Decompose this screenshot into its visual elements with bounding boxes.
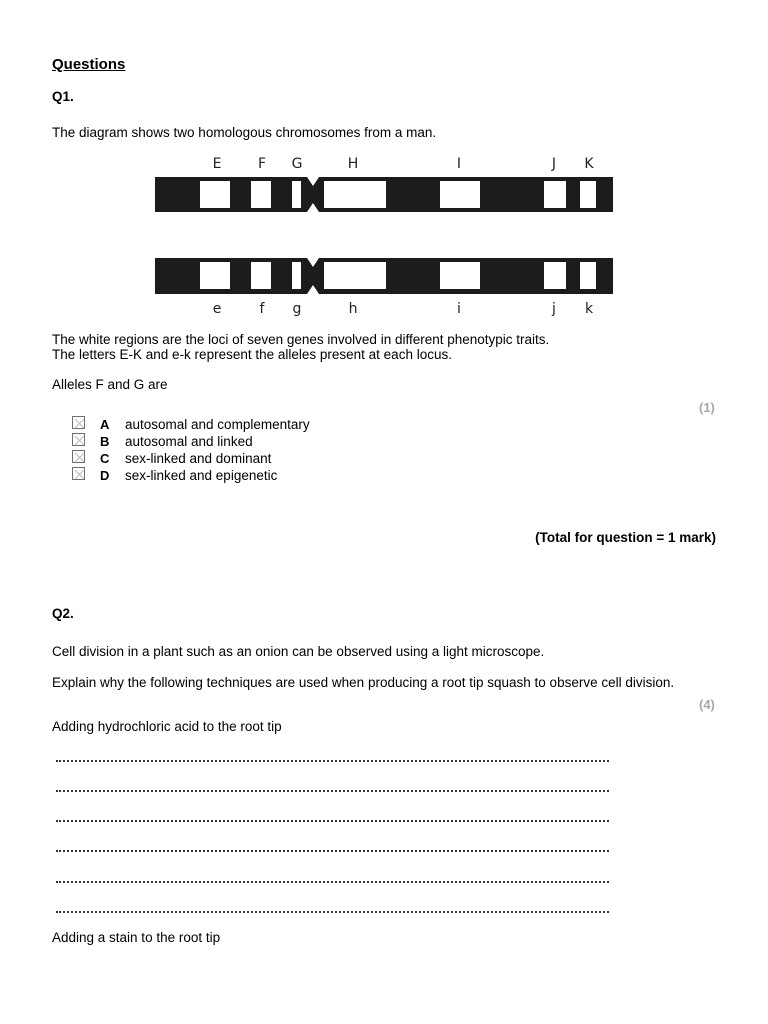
allele-label-k: k — [584, 301, 594, 317]
allele-label-j: j — [552, 301, 556, 317]
allele-label-F: F — [257, 156, 267, 172]
question-1-intro: The diagram shows two homologous chromosomes from a man. — [52, 125, 437, 140]
upper-chromosome — [155, 177, 613, 212]
allele-label-E: E — [212, 156, 222, 172]
checkbox-b[interactable] — [72, 433, 85, 446]
cross-icon — [73, 451, 86, 464]
question-1-description-line-2: The letters E-K and e-k represent the alleles present at each locus. — [52, 347, 452, 362]
question-2-line-1: Cell division in a plant such as an onion can be observed using a light microscope. — [52, 644, 545, 659]
cross-icon — [73, 434, 86, 447]
answer-line[interactable] — [56, 880, 609, 883]
option-text: autosomal and complementary — [125, 417, 310, 432]
checkbox-d[interactable] — [72, 467, 85, 480]
question-1-marks: (1) — [699, 400, 715, 415]
answer-line[interactable] — [56, 789, 609, 792]
allele-label-J: J — [551, 156, 557, 172]
allele-label-K: K — [584, 156, 594, 172]
allele-label-I: I — [456, 156, 462, 172]
question-1-prompt: Alleles F and G are — [52, 377, 168, 392]
part-2-label: Adding a stain to the root tip — [52, 930, 221, 945]
chromosome-diagram — [150, 150, 620, 322]
allele-label-i: i — [457, 301, 461, 317]
answer-line[interactable] — [56, 849, 609, 852]
cross-icon — [73, 417, 86, 430]
checkbox-a[interactable] — [72, 416, 85, 429]
allele-label-h: h — [348, 301, 358, 317]
checkbox-c[interactable] — [72, 450, 85, 463]
allele-label-G: G — [291, 156, 303, 172]
part-1-label: Adding hydrochloric acid to the root tip — [52, 719, 282, 734]
allele-label-f: f — [259, 301, 265, 317]
answer-line[interactable] — [56, 910, 609, 913]
cross-icon — [73, 468, 86, 481]
question-1-total: (Total for question = 1 mark) — [535, 530, 716, 545]
question-2-marks: (4) — [699, 697, 715, 712]
question-2-line-2: Explain why the following techniques are used when producing a root tip squash to observe cell division. — [52, 675, 675, 690]
answer-line[interactable] — [56, 819, 609, 822]
answer-line[interactable] — [56, 759, 609, 762]
option-letter: D — [100, 468, 110, 483]
option-text: autosomal and linked — [125, 434, 253, 449]
question-2-number: Q2. — [52, 606, 74, 621]
allele-label-H: H — [347, 156, 359, 172]
allele-label-e: e — [212, 301, 222, 317]
option-text: sex-linked and epigenetic — [125, 468, 278, 483]
option-text: sex-linked and dominant — [125, 451, 272, 466]
question-1-number: Q1. — [52, 89, 74, 104]
option-letter: C — [100, 451, 110, 466]
allele-label-g: g — [292, 301, 302, 317]
option-letter: A — [100, 417, 110, 432]
question-1-description-line-1: The white regions are the loci of seven genes involved in different phenotypic traits. — [52, 332, 550, 347]
page-heading: Questions — [52, 56, 126, 73]
option-letter: B — [100, 434, 110, 449]
lower-chromosome — [155, 258, 613, 294]
